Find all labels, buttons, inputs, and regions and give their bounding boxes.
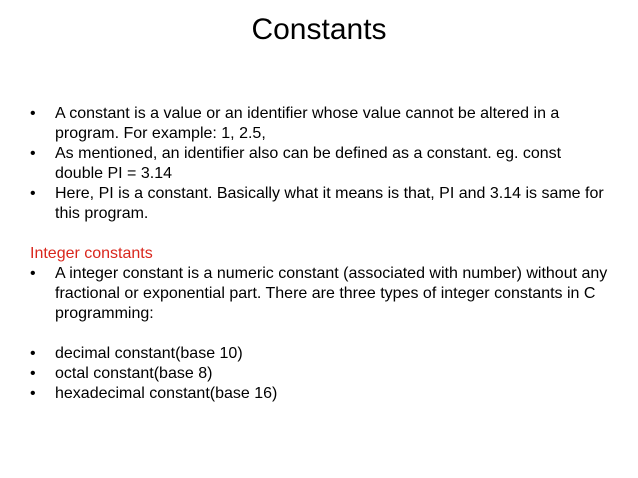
- bullet-item: [30, 264, 610, 324]
- bullet-text: hexadecimal constant(base 16): [55, 385, 278, 402]
- bullet-item: [30, 344, 610, 364]
- slide-title: Constants: [251, 13, 387, 46]
- bullet-dot: •: [30, 185, 36, 202]
- bullet-item: [30, 384, 610, 404]
- bullet-text: A integer constant is a numeric constant (associated with number) without any fractional or exponential part. There are three types of integer constants in C programming:: [55, 265, 608, 322]
- spacer: [30, 324, 610, 344]
- bullet-item: [30, 104, 610, 144]
- bullet-text: octal constant(base 8): [55, 365, 213, 382]
- bullet-item: [30, 364, 610, 384]
- bullet-dot: •: [30, 145, 36, 162]
- bullet-dot: •: [30, 105, 36, 122]
- bullet-dot: •: [30, 345, 36, 362]
- bullet-text: decimal constant(base 10): [55, 345, 243, 362]
- bullet-text: As mentioned, an identifier also can be defined as a constant. eg. const double PI = 3.14: [55, 145, 562, 182]
- bullet-dot: •: [30, 265, 36, 282]
- slide-content: [30, 104, 610, 404]
- bullet-text: Here, PI is a constant. Basically what it means is that, PI and 3.14 is same for this program.: [55, 185, 604, 222]
- section-heading: Integer constants: [30, 245, 153, 262]
- bullet-dot: •: [30, 365, 36, 382]
- bullet-dot: •: [30, 385, 36, 402]
- spacer: [30, 224, 610, 244]
- bullet-text: A constant is a value or an identifier whose value cannot be altered in a program. For example: 1, 2.5,: [55, 105, 560, 142]
- bullet-item: [30, 184, 610, 224]
- bullet-item: [30, 144, 610, 184]
